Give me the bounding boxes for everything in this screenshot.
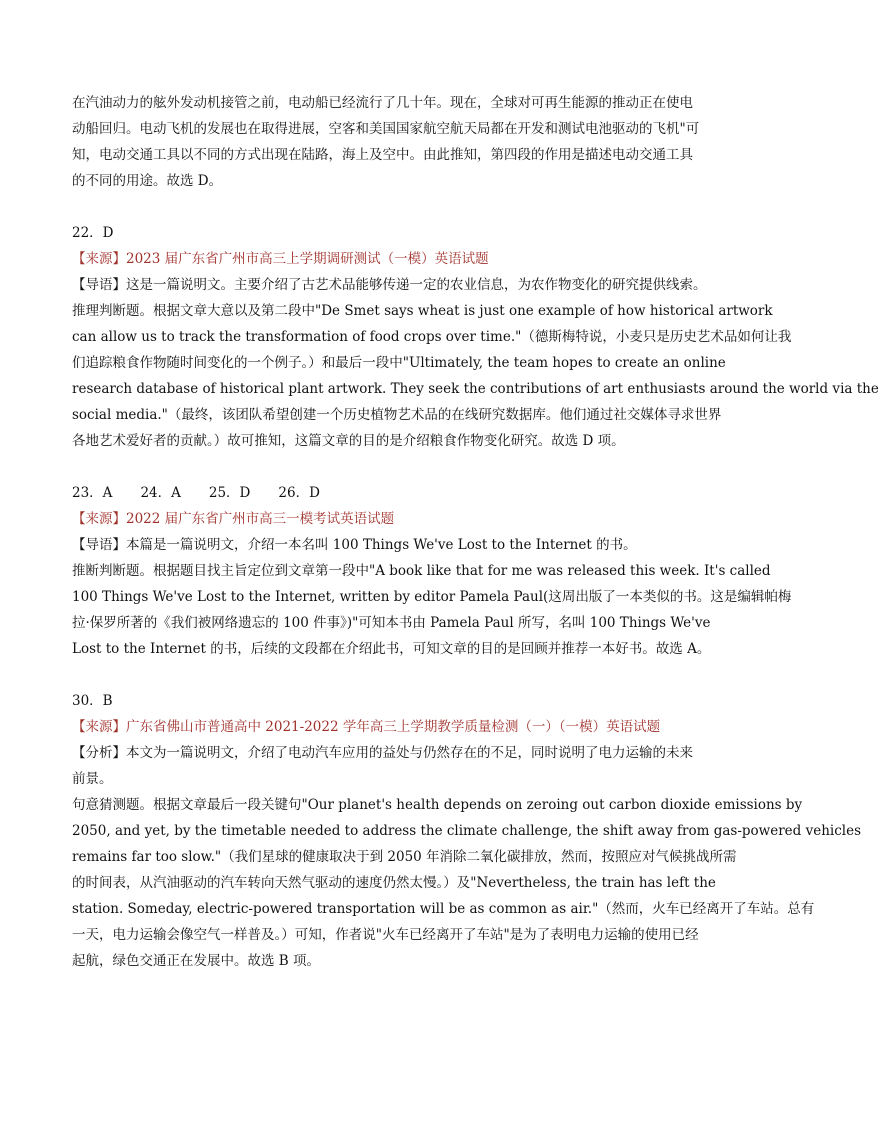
text-line: 前景。 [72,771,113,787]
text-line: Lost to the Internet 的书，后续的文段都在介绍此书，可知文章的目的是回顾并推荐一本好书。故选 A。 [72,641,711,657]
text-line: 的时间表，从汽油驱动的汽车转向天然气驱动的速度仍然太慢。）及"Nevertheless, the train has left the [72,875,716,891]
text-line: 句意猜测题。根据文章最后一段关键句"Our planet's health depends on zeroing out carbon dioxide emissions by [72,797,803,813]
text-line: remains far too slow."（我们星球的健康取决于到 2050 年消除二氧化碳排放，然而，按照应对气候挑战所需 [72,849,737,865]
text-line: 拉·保罗所著的《我们被网络遗忘的 100 件事》)"可知本书由 Pamela Paul 所写，名叫 100 Things We've [72,615,711,631]
text-line: 一天，电力运输会像空气一样普及。）可知，作者说"火车已经离开了车站"是为了表明电力运输的使用已经 [72,927,699,943]
source-label: 【来源】 [72,251,126,267]
text-line: 本篇是一篇说明文，介绍一本名叫 100 Things We've Lost to the Internet 的书。 [126,537,637,553]
source-text: 2022 届广东省广州市高三一模考试英语试题 [126,511,395,527]
source-23 [72,506,724,532]
guide-23 [72,532,792,662]
answers-23-26 [72,480,724,506]
text-line: 知，电动交通工具以不同的方式出现在陆路，海上及空中。由此推知，第四段的作用是描述电动交通工具 [72,147,693,163]
intro-paragraph [72,90,724,194]
text-line: 本文为一篇说明文，介绍了电动汽车应用的益处与仍然存在的不足，同时说明了电力运输的未来 [126,745,693,761]
text-line: 2050, and yet, by the timetable needed to address the climate challenge, the shift away from gas-powered vehicles [72,823,862,839]
text-line: 的不同的用途。故选 D。 [72,173,223,189]
text-line: can allow us to track the transformation of food crops over time."（德斯梅特说，小麦只是历史艺术品如何让我 [72,329,792,345]
content [72,90,879,974]
source-text: 广东省佛山市普通高中 2021-2022 学年高三上学期教学质量检测（一）（一模）英语试题 [126,719,661,735]
answer-23: 23．A [72,485,113,501]
answer-26: 26．D [278,485,320,501]
guide-label: 【导语】 [72,277,126,293]
guide-label: 【导语】 [72,537,126,553]
source-label: 【来源】 [72,511,126,527]
answer-24: 24．A [140,485,181,501]
guide-22 [72,272,879,454]
text-line: 推理判断题。根据文章大意以及第二段中"De Smet says wheat is just one example of how historical artwork [72,303,773,319]
source-30 [72,714,724,740]
answer-25: 25．D [208,485,251,501]
analysis-30 [72,740,862,974]
source-text: 2023 届广东省广州市高三上学期调研测试（一模）英语试题 [126,251,489,267]
text-line: 们追踪粮食作物随时间变化的一个例子。）和最后一段中"Ultimately, the team hopes to create an online [72,355,726,371]
text-line: 起航，绿色交通正在发展中。故选 B 项。 [72,953,321,969]
text-line: station. Someday, electric-powered transportation will be as common as air."（然而，火车已经离开了车站。总有 [72,901,815,917]
source-label: 【来源】 [72,719,126,735]
answer-22: 22．D [72,225,114,241]
source-22 [72,246,724,272]
analysis-label: 【分析】 [72,745,126,761]
text-line: 动船回归。电动飞机的发展也在取得进展，空客和美国国家航空航天局都在开发和测试电池驱动的飞机"可 [72,121,700,137]
text-line: research database of historical plant artwork. They seek the contributions of art enthusiasts around the world via the [72,381,879,397]
text-line: social media."（最终，该团队希望创建一个历史植物艺术品的在线研究数据库。他们通过社交媒体寻求世界 [72,407,722,423]
text-line: 在汽油动力的舷外发动机接管之前，电动船已经流行了几十年。现在，全球对可再生能源的推动正在使电 [72,95,693,111]
text-line: 100 Things We've Lost to the Internet, written by editor Pamela Paul(这周出版了一本类似的书。这是编辑帕梅 [72,589,792,605]
text-line: 各地艺术爱好者的贡献。）故可推知，这篇文章的目的是介绍粮食作物变化研究。故选 D 项。 [72,433,625,449]
answer-30: 30．B [72,693,113,709]
text-line: 推断判断题。根据题目找主旨定位到文章第一段中"A book like that for me was released this week. It's called [72,563,771,579]
text-line: 这是一篇说明文。主要介绍了古艺术品能够传递一定的农业信息，为农作物变化的研究提供线索。 [126,277,707,293]
